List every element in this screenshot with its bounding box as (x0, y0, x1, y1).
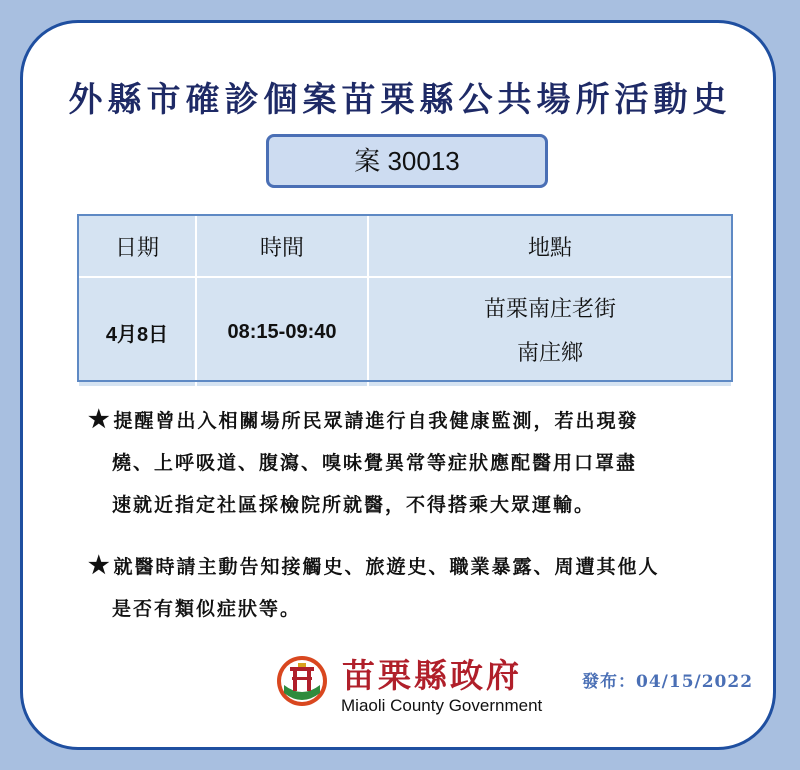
star-icon: ★ (88, 550, 112, 579)
table-header-row (78, 215, 732, 277)
cell-time: 08:15-09:40 (196, 277, 368, 387)
page-title: 外縣市確診個案苗栗縣公共場所活動史 (68, 80, 732, 120)
org-name-chinese: 苗栗縣政府 (342, 656, 522, 695)
note-2-line-1: 就醫時請主動告知接觸史、旅遊史、職業暴露、周遭其他人 (113, 556, 660, 578)
note-1-line-3: 速就近指定社區採檢院所就醫，不得搭乘大眾運輸。 (112, 494, 596, 516)
note-health-monitoring (88, 398, 738, 526)
notes-section (88, 398, 738, 648)
star-icon: ★ (88, 404, 112, 433)
location-line-2: 南庄鄉 (516, 341, 583, 366)
location-line-1: 苗栗南庄老街 (483, 297, 616, 322)
county-emblem-icon (276, 655, 328, 707)
note-2-line-2: 是否有類似症狀等。 (112, 598, 302, 620)
cell-date: 4月8日 (78, 277, 196, 387)
header-time: 時間 (196, 215, 368, 277)
note-1-line-1: 提醒曾出入相關場所民眾請進行自我健康監測，若出現發 (113, 410, 639, 432)
publish-date: 發布：04/15/2022 (582, 672, 754, 692)
header-location: 地點 (368, 215, 732, 277)
activity-table (77, 214, 733, 388)
table-row (78, 277, 732, 387)
note-medical-disclosure (88, 544, 738, 630)
header-date: 日期 (78, 215, 196, 277)
note-1-line-2: 燒、上呼吸道、腹瀉、嗅味覺異常等症狀應配醫用口罩盡 (112, 452, 638, 474)
org-name-english: Miaoli County Government (341, 696, 543, 715)
case-number-badge: 案 30013 (266, 134, 548, 188)
cell-location (368, 277, 732, 387)
